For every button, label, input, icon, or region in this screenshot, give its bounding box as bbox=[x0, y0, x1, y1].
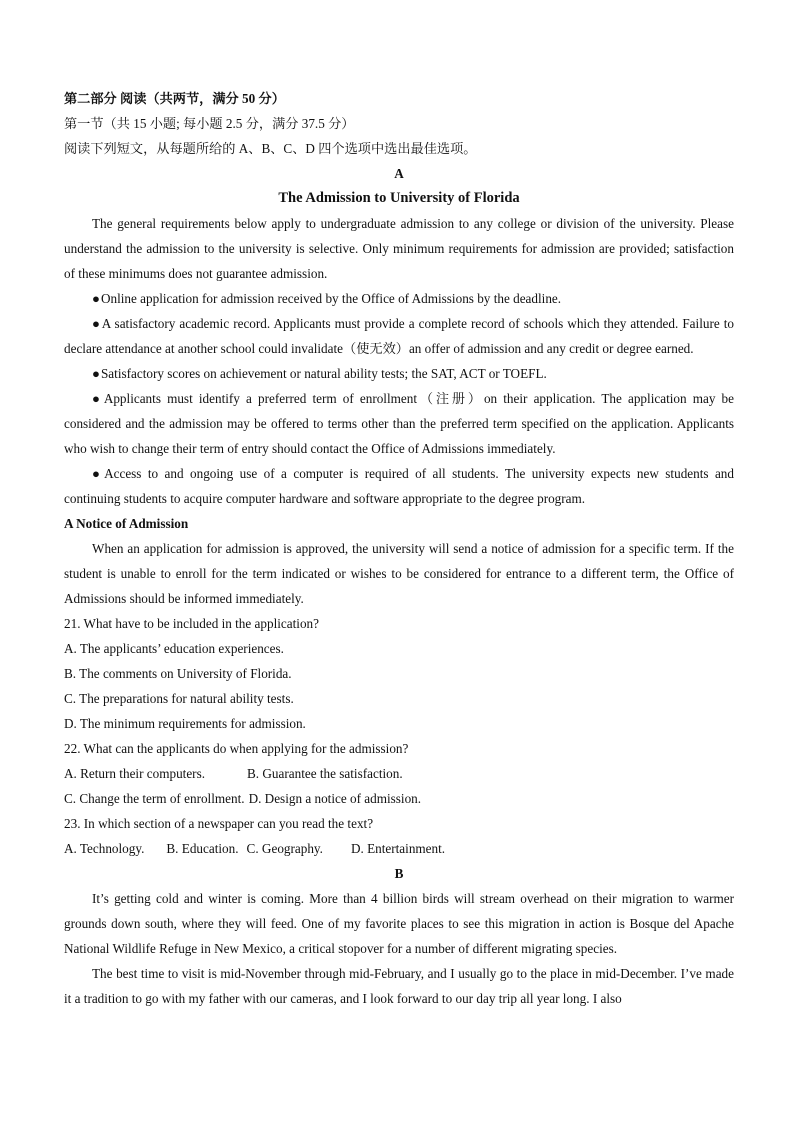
question-22-option-b: B. Guarantee the satisfaction. bbox=[247, 766, 403, 781]
question-23-option-c: C. Geography. bbox=[246, 841, 323, 856]
question-23-option-b: B. Education. bbox=[166, 841, 239, 856]
passage-b-paragraph-2: The best time to visit is mid-November through mid-February, and I usually go to the place in mid-December. I’ve made it a tradition to go with my father with our cameras, and I look forward to our day trip all year long. I also bbox=[64, 966, 734, 1006]
question-23-option-d: D. Entertainment. bbox=[350, 841, 446, 856]
question-21-option-d: D. The minimum requirements for admission. bbox=[64, 716, 306, 731]
question-22-options-row-2 bbox=[64, 786, 734, 811]
instructions: 阅读下列短文，从每题所给的 A、B、C、D 四个选项中选出最佳选项。 bbox=[64, 141, 477, 156]
notice-text: When an application for admission is approved, the university will send a notice of admission for a specific term. If the student is unable to enroll for the term indicated or wishes to be considered for entrance to a different term, the Office of Admissions should be informed immediately. bbox=[64, 541, 734, 606]
question-21-option-b: B. The comments on University of Florida. bbox=[64, 666, 292, 681]
question-21-option-a: A. The applicants’ education experiences. bbox=[64, 641, 284, 656]
notice-heading: A Notice of Admission bbox=[64, 516, 189, 531]
question-23-option-a: A. Technology. bbox=[64, 841, 145, 856]
passage-a-title: The Admission to University of Florida bbox=[278, 190, 520, 206]
requirement-bullet-5: ● Access to and ongoing use of a computer is required of all students. The university expects new students and continuing students to acquire computer hardware and software appropriate to the degree program. bbox=[64, 461, 734, 511]
requirement-bullet-1: ● Online application for admission received by the Office of Admissions by the deadline. bbox=[64, 286, 734, 311]
passage-a-label: A bbox=[394, 166, 404, 181]
requirement-bullet-4: ● Applicants must identify a preferred term of enrollment（注册）on their application. The application may be considered and the admission may be offered to terms other than the preferred term specified on the application. Applicants who wish to change their term of entry should contact the Office of Admissions immediately. bbox=[64, 386, 734, 461]
question-22-options-row-1 bbox=[64, 761, 734, 786]
question-22-option-c: C. Change the term of enrollment. bbox=[64, 791, 245, 806]
question-21-stem: 21. What have to be included in the application? bbox=[64, 616, 319, 631]
requirement-bullet-3: ● Satisfactory scores on achievement or natural ability tests; the SAT, ACT or TOEFL. bbox=[64, 361, 734, 386]
question-22-option-a: A. Return their computers. bbox=[64, 766, 205, 781]
part-title: 第二部分 阅读（共两节，满分 50 分） bbox=[64, 91, 285, 106]
exam-page bbox=[64, 86, 734, 1011]
question-23-options-row bbox=[64, 836, 734, 861]
passage-b-paragraph-1: It’s getting cold and winter is coming. More than 4 billion birds will stream overhead on their migration to warmer grounds down south, where they will feed. One of my favorite places to see this migration in action is Bosque del Apache National Wildlife Refuge in New Mexico, a critical stopover for a number of different migrating species. bbox=[64, 891, 734, 956]
section-title: 第一节（共 15 小题; 每小题 2.5 分，满分 37.5 分） bbox=[64, 116, 355, 131]
passage-b-label: B bbox=[394, 866, 404, 881]
question-23-stem: 23. In which section of a newspaper can you read the text? bbox=[64, 816, 374, 831]
question-22-option-d: D. Design a notice of admission. bbox=[248, 791, 422, 806]
requirement-bullet-2: ● A satisfactory academic record. Applicants must provide a complete record of schools which they attended. Failure to declare attendance at another school could invalidate（使无效）an offer of admission and any credit or degree earned. bbox=[64, 311, 734, 361]
passage-a-intro: The general requirements below apply to undergraduate admission to any college or division of the university. Please understand the admission to the university is selective. Only minimum requirements for admission are provided; satisfaction of these minimums does not guarantee admission. bbox=[64, 216, 734, 281]
question-22-stem: 22. What can the applicants do when applying for the admission? bbox=[64, 741, 409, 756]
question-21-option-c: C. The preparations for natural ability tests. bbox=[64, 691, 294, 706]
